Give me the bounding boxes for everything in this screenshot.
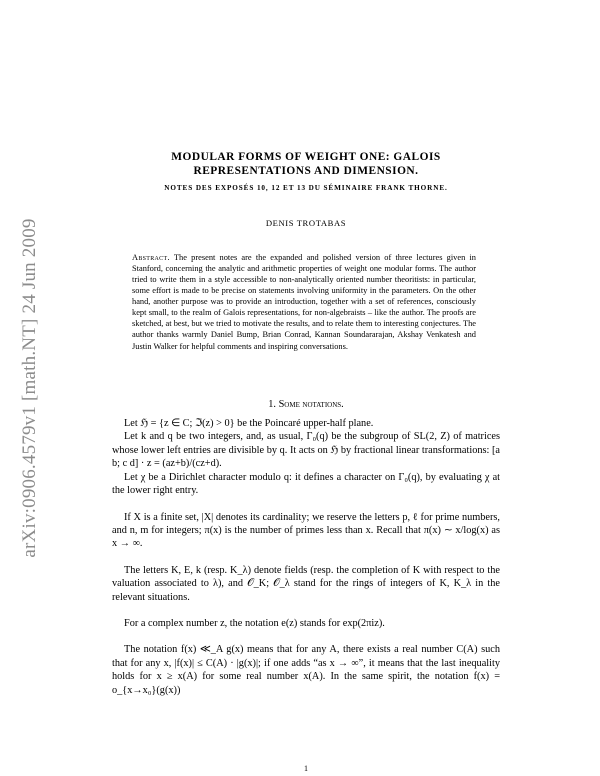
paragraph-fields: The letters K, E, k (resp. K_λ) denote fields (resp. the completion of K with respect to the valuation associated to λ), and 𝒪_K; 𝒪_λ stand for the rings of integers of K, K_λ in the relevant situations. xyxy=(112,564,500,603)
abstract-text: The present notes are the expanded and polished version of three lectures given in Stanford, concerning the analytic and arithmetic properties of weight one modular forms. The author tried to write them in a style accessible to non-analytically oriented number theoritists: in particular, some effort is made to be precise on statements involving uniformity in the parameters. On the other hand, another purpose was to provide an introduction, together with a set of references, consciously kept small, to the realm of Galois representations, for non-algebraists – like the author. The proofs are sketched, at best, but we tried to motivate the results, and to relate them to interesting conjectures. The author thanks warmly Daniel Bump, Brian Conrad, Kannan Soundararajan, Akshay Venkatesh and Justin Walker for helpful comments and inspiring conversations. xyxy=(132,252,476,351)
paragraph-exponential: For a complex number z, the notation e(z) stands for exp(2πiz). xyxy=(124,617,385,629)
abstract-label: Abstract. xyxy=(132,252,170,262)
title-line-2: REPRESENTATIONS AND DIMENSION. xyxy=(193,165,419,177)
paragraph-asymptotic-notation: The notation f(x) ≪_A g(x) means that for any A, there exists a real number C(A) such that for any x, |f(x)| ≤ C(A) · |g(x)|; if one adds “as x → ∞”, it means that the last inequality holds for x ≥ x(A) for some real number x(A). In the same spirit, the notation f(x) = o_{x→x₀}(g(x)) xyxy=(112,644,500,696)
section-title: Some notations. xyxy=(278,398,344,410)
arxiv-identifier: arXiv:0906.4579v1 [math.NT] 24 Jun 2009 xyxy=(19,218,40,558)
paragraph-finite-sets: If X is a finite set, |X| denotes its cardinality; we reserve the letters p, ℓ for prime numbers, and n, m for integers; π(x) is the number of primes less than x. Recall that π(x) ∼ x/log(x) as x → ∞. xyxy=(112,511,500,550)
paper-subtitle: NOTES DES EXPOSÉS 10, 12 ET 13 DU SÉMINAIRE FRANK THORNE. xyxy=(164,184,448,192)
section-number: 1. xyxy=(268,398,276,410)
paper-author: DENIS TROTABAS xyxy=(265,218,347,229)
paper-title xyxy=(112,150,500,178)
abstract-block xyxy=(112,252,500,352)
title-line-1: MODULAR FORMS OF WEIGHT ONE: GALOIS xyxy=(171,151,441,163)
section-heading xyxy=(112,398,500,411)
page-number: 1 xyxy=(304,764,308,773)
paragraph-congruence-subgroup: Let k and q be two integers, and, as usual, Γ₀(q) be the subgroup of SL(2, Z) of matrices whose lower left entries are divisible by q. It acts on ℌ by fractional linear transformations: [a b; c d] · z = (az+b)/(cz+d). xyxy=(112,431,500,470)
arxiv-identifier-stamp xyxy=(0,0,60,776)
paragraph-dirichlet-character: Let χ be a Dirichlet character modulo q: it defines a character on Γ₀(q), by evaluating χ at the lower right entry. xyxy=(112,471,500,497)
paragraph-upper-half-plane: Let ℌ = {z ∈ C; ℑ(z) > 0} be the Poincaré upper-half plane. xyxy=(124,418,374,430)
paper-page xyxy=(112,150,500,773)
